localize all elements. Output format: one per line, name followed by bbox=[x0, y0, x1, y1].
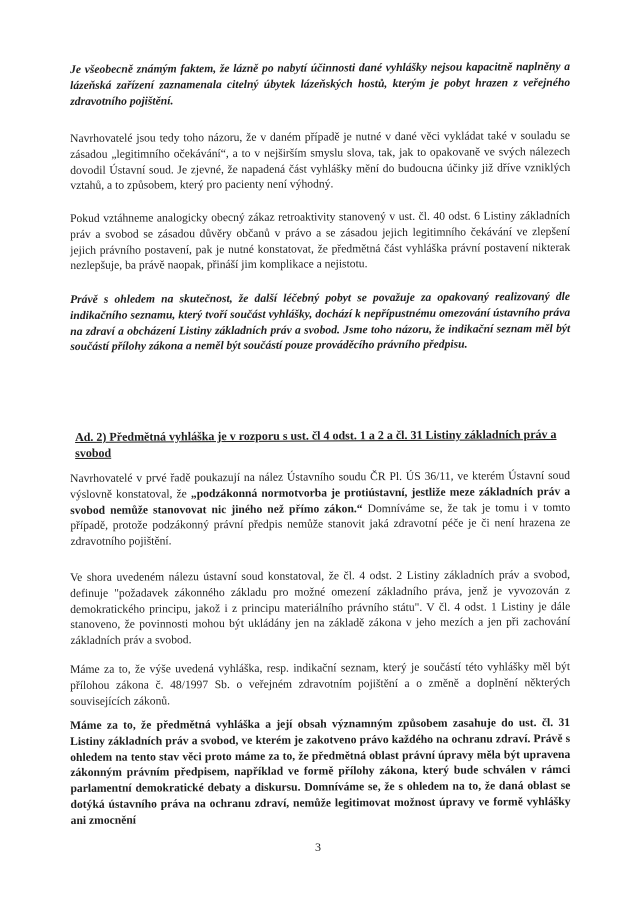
paragraph-article-4: Ve shora uvedeném nálezu ústavní soud konstatoval, že čl. 4 odst. 2 Listiny základních práv a svobod, definuje "požadavek zákonného základu pro možné omezení základního práva, jenž je vyvozován z demokratického principu, jakož i z principu materiálního právního státu". V čl. 4 odst. 1 Listiny je dále stanoveno, že povinnosti mohou být ukládány jen na základě zákona v jeho mezích a jen při zachování základních práv a svobod. bbox=[70, 567, 571, 648]
court-finding-quote: „podzákonná normotvorba je protiústavní, jestliže meze základních práv a svobod nemůže stanovovat nic jiného než přímo zákon.“ bbox=[70, 484, 571, 517]
paragraph-court-finding bbox=[70, 468, 570, 550]
paragraph-indication-list: Právě s ohledem na skutečnost, že další léčebný pobyt se považuje za opakovaný realizovaný dle indikačního seznamu, který tvoří součást vyhlášky, dochází k nepřípustnému omezování ústavního práva na zdraví a obcházení Listiny základních práv a svobod. Jsme toho názoru, že indikační seznam měl být součástí přílohy zákona a neměl být součástí pouze prováděcího právního předpisu. bbox=[70, 289, 571, 354]
paragraph-spa-capacity: Je všeobecně známým faktem, že lázně po nabytí účinnosti dané vyhlášky nejsou kapacitně naplněny a lázeňská zařízení zaznamenala citelný úbytek lázeňských hostů, kterým je pobyt hrazen z veřejného zdravotního pojištění. bbox=[70, 59, 571, 108]
paragraph-retroactivity: Pokud vztáhneme analogicky obecný zákaz retroaktivity stanovený v ust. čl. 40 odst. 6 Listiny základních práv a svobod se zásadou důvěry občanů v právo a se zásadou jejich legitimního čekávání ve zlepšení jejich právního postavení, pak je nutné konstatovat, že předmětná část vyhláška právní postavení nikterak nezlepšuje, ba právě naopak, přináší jim komplikace a nejistotu. bbox=[70, 208, 571, 273]
paragraph-annex-law: Máme za to, že výše uvedená vyhláška, resp. indikační seznam, který je součástí této vyhlášky měl být přílohou zákona č. 48/1997 Sb. o veřejném zdravotním pojištění a o změně a doplnění některých souvisejících zákonů. bbox=[70, 659, 571, 708]
paragraph-article-31: Máme za to, že předmětná vyhláška a její obsah významným způsobem zasahuje do ust. čl. 31 Listiny základních práv a svobod, ve kterém je zakotveno právo každého na ochranu zdraví. Právě s ohledem na tento stav věci proto máme za to, že předmětná oblast právní úpravy měla být upravena zákonným právním předpisem, například ve formě přílohy zákona, který bude schválen v rámci parlamentní demokratické debaty a diskursu. Domníváme se, že s ohledem na to, že daná oblast se dotýká ústavního práva na ochranu zdraví, nemůže legitimovat možnost úpravy ve formě vyhlášky ani zmocnění bbox=[70, 715, 571, 827]
court-finding-conclusion: Domníváme se, že tak je tomu i v tomto případě, protože podzákonný právní předpis nemůže stanovit jaká zdravotní péče je či není hrazena ze zdravotního pojištění. bbox=[70, 500, 571, 549]
page-number: 3 bbox=[315, 840, 321, 854]
section-heading: Ad. 2) Předmětná vyhláška je v rozporu s ust. čl 4 odst. 1 a 2 a čl. 31 Listiny základních práv a svobod bbox=[75, 427, 557, 460]
paragraph-legitimate-expectation: Navrhovatelé jsou tedy toho názoru, že v daném případě je nutné v dané věci vykládat také v souladu se zásadou „legitimního očekávání“, a to v nejširším smyslu slova, tak, jak to opakovaně ve svých nálezech dovodil Ústavní soud. Je zjevné, že napadená část vyhlášky mění do budoucna účinky již dříve vzniklých vztahů, a to způsobem, který pro pacienty není výhodný. bbox=[70, 128, 571, 193]
court-finding-intro: Navrhovatelé v prvé řadě poukazují na nález Ústavního soudu ČR Pl. ÚS 36/11, ve kterém Ústavní soud výslovně konstatoval, že bbox=[70, 468, 571, 501]
